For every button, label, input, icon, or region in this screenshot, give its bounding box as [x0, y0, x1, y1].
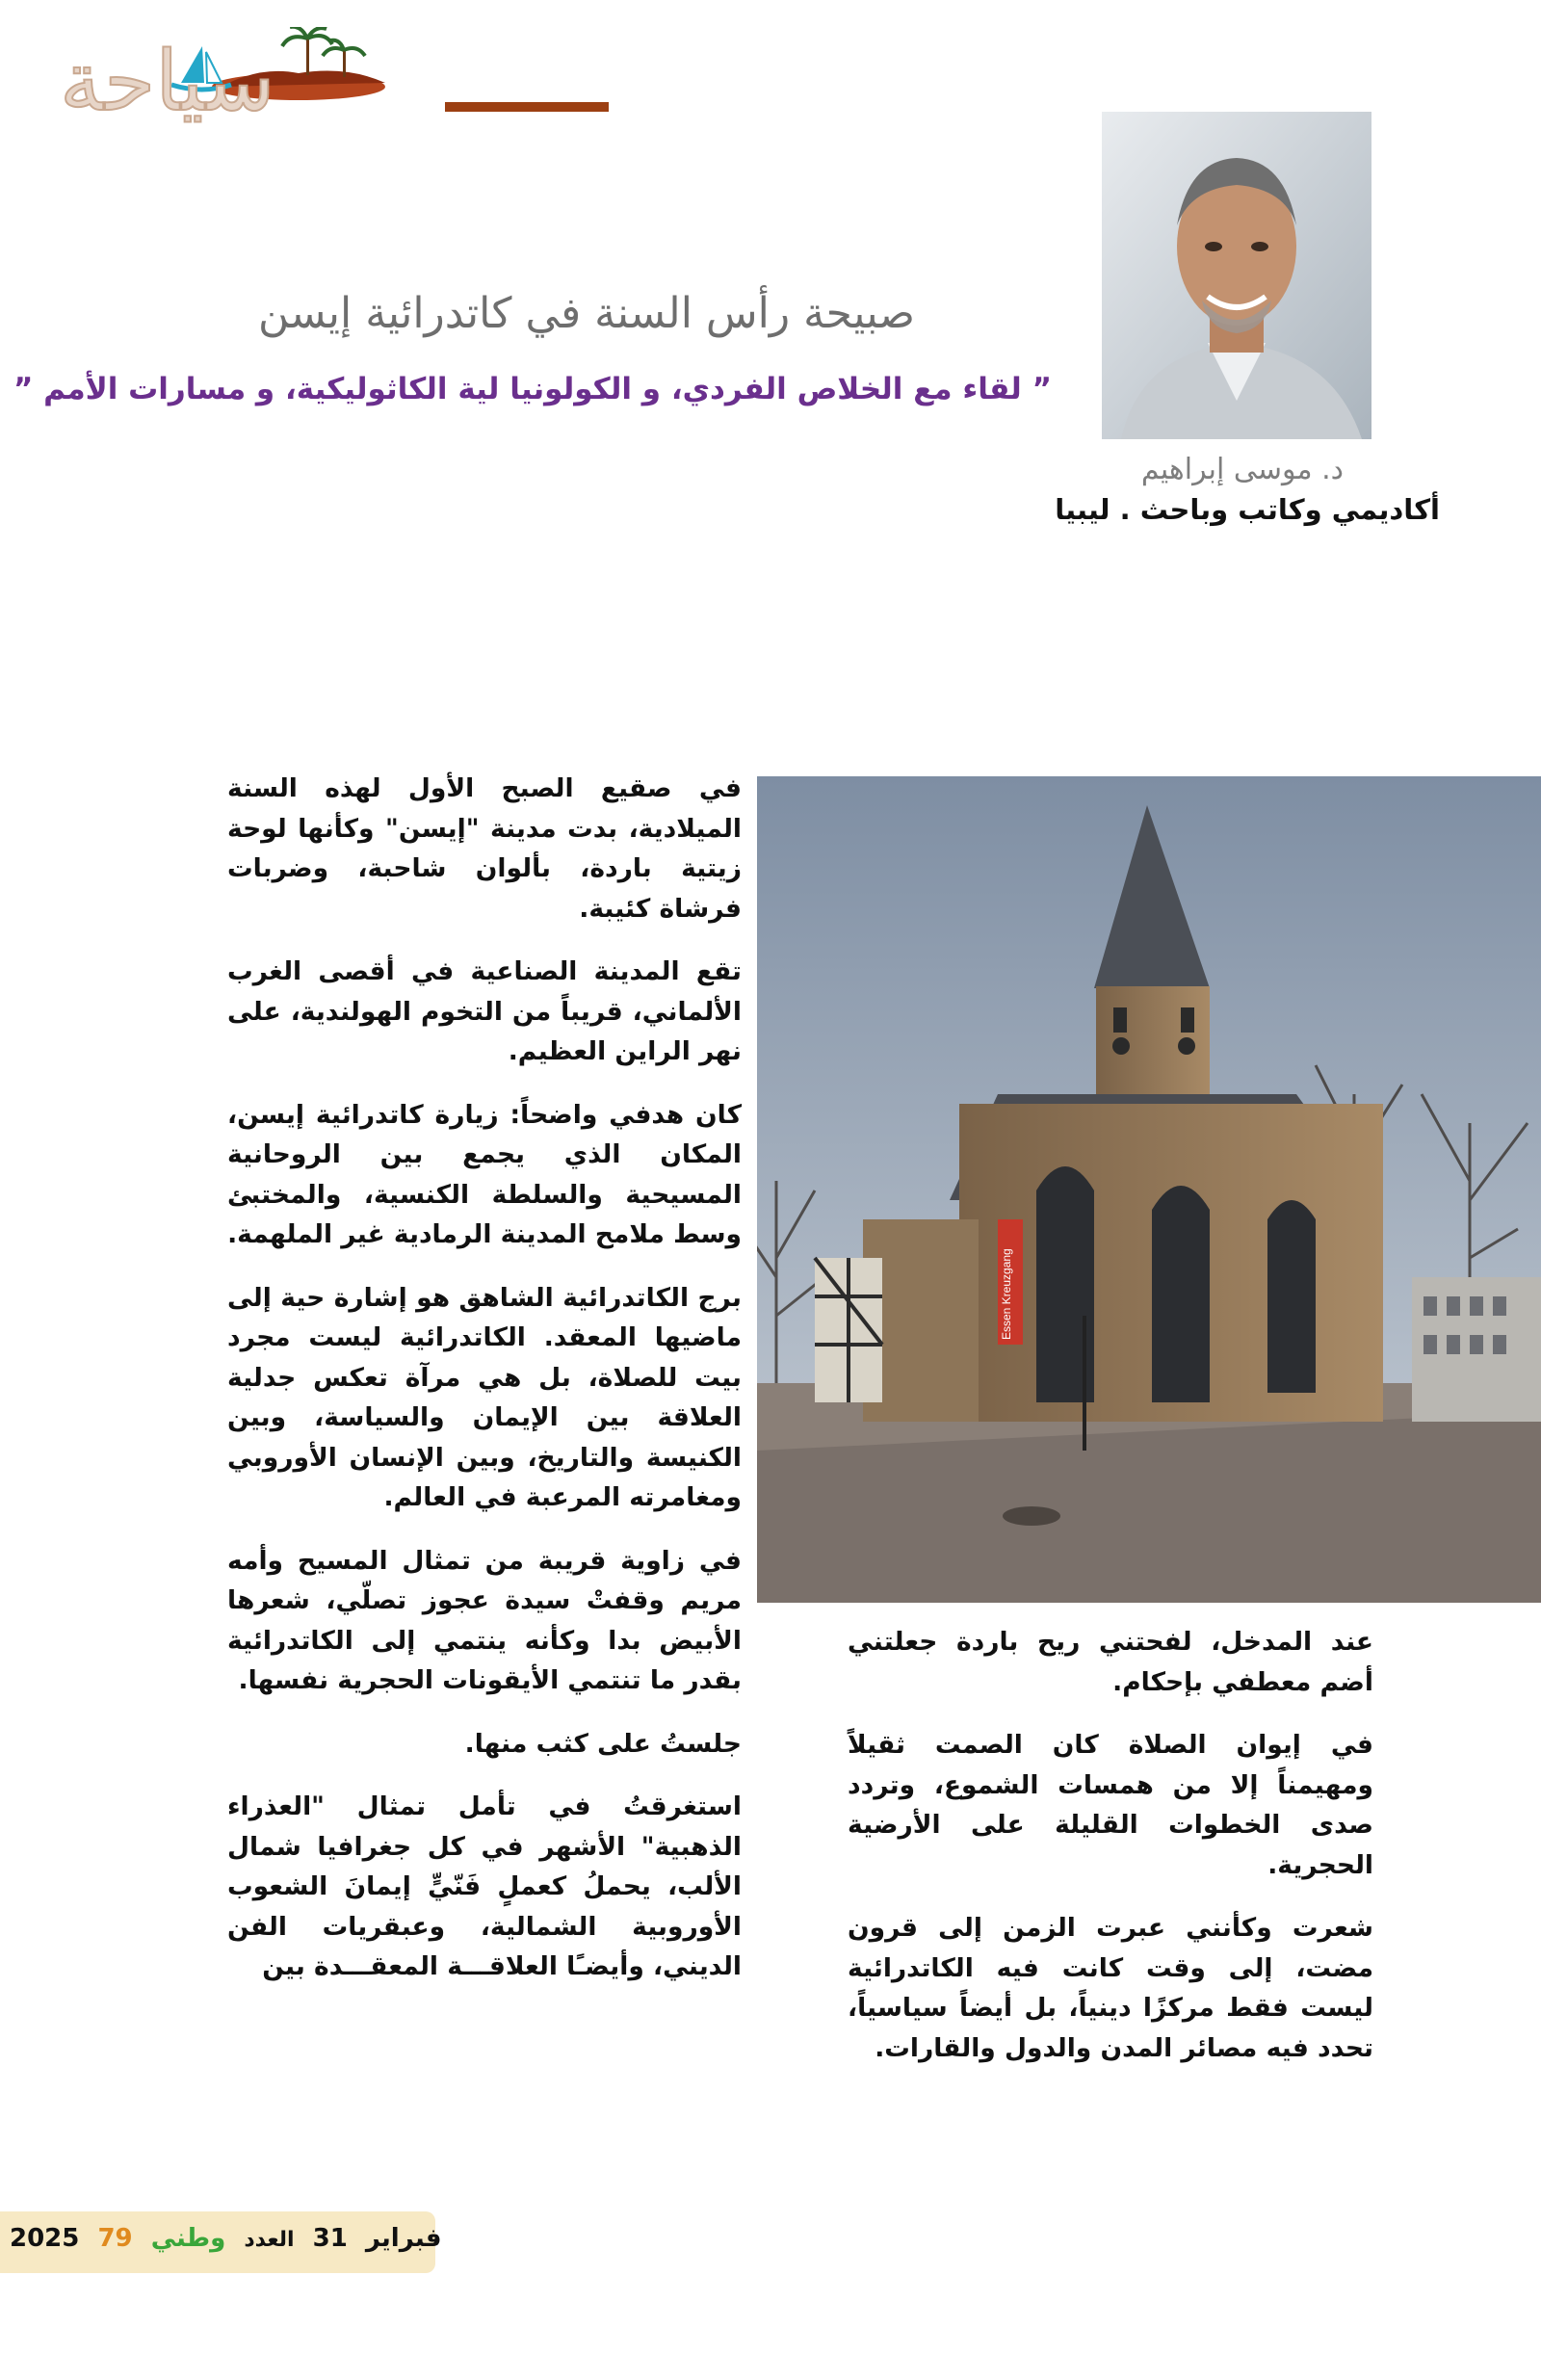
paragraph: في زاوية قريبة من تمثال المسيح وأمه مريم وقفتْ سيدة عجوز تصلّي، شعرها الأبيض بدا وكأنه ينتمي إلى الكاتدرائية بقدر ما تنتمي الأيقونات الحجرية نفسها. — [227, 1545, 742, 1695]
paragraph: استغرقتُ في تأمل تمثال "العذراء الذهبية" الأشهر في كل جغرافيا شمال الألب، يحملُ كعملٍ فَنّيٍّ إيمانَ الشعوب الأوروبية الشمالية، وعبقريات الفن الديني، وأيضـًا العلاقـــة المعقـــدة بين — [227, 1792, 742, 1981]
paragraph: كان هدفي واضحاً: زيارة كاتدرائية إيسن، المكان الذي يجمع بين الروحانية المسيحية والسلطة الكنسية، والمختبئ وسط ملامح المدينة الرمادية غير الملهمة. — [227, 1099, 742, 1249]
text-column-left — [848, 1622, 1373, 2091]
paragraph: تقع المدينة الصناعية في أقصى الغرب الألماني، قريباً من التخوم الهولندية، على نهر الراين العظيم. — [227, 956, 742, 1066]
author-photo — [1102, 112, 1371, 439]
footer-month: فبراير — [365, 2224, 442, 2253]
logo-wordmark: سياحة — [60, 34, 275, 130]
paragraph: عند المدخل، لفحتني ريح باردة جعلتني أضم معطفي بإحكام. — [848, 1627, 1373, 1697]
author-name: د. موسى إبراهيم — [1140, 453, 1344, 486]
paragraph: في إيوان الصلاة كان الصمت ثقيلاً ومهيمناً إلا من همسات الشموع، وتردد صدى الخطوات القليلة على الأرضية الحجرية. — [848, 1730, 1373, 1880]
paragraph: جلستُ على كثب منها. — [464, 1728, 742, 1759]
footer-magazine-name: وطني — [150, 2224, 226, 2253]
footer-issue-number: 31 — [312, 2224, 348, 2253]
article-title: صبيحة رأس السنة في كاتدرائية إيسن — [258, 289, 915, 338]
cathedral-photo — [757, 776, 1541, 1603]
paragraph: برج الكاتدرائية الشاهق هو إشارة حية إلى ماضيها المعقد. الكاتدرائية ليست مجرد بيت للصلاة، بل هي مرآة تعكس جدلية العلاقة بين الإيمان والسياسة، وبين الكنيسة والتاريخ، وبين الإنسان الأوروبي ومغامرته المرعبة في العالم. — [227, 1282, 742, 1512]
paragraph: شعرت وكأنني عبرت الزمن إلى قرون مضت، إلى وقت كانت فيه الكاتدرائية ليست فقط مركزًا دينياً، بل أيضاً سياسياً، تحدد فيه مصائر المدن والدول والقارات. — [848, 1913, 1373, 2063]
footer-info — [10, 2224, 452, 2253]
cathedral-banner-text: Essen Kreuzgang — [1000, 1248, 1013, 1340]
paragraph: في صقيع الصبح الأول لهذه السنة الميلادية، بدت مدينة "إيسن" وكأنها لوحة زيتية باردة، بألوان شاحبة، وضربات فرشاة كئيبة. — [227, 773, 742, 924]
author-role: أكاديمي وكاتب وباحث . ليبيا — [1055, 493, 1440, 526]
footer-issue-label: العدد — [244, 2228, 295, 2252]
header-rule — [445, 102, 609, 112]
article-subtitle: ” لقاء مع الخلاص الفردي، و الكولونيا لية الكاثوليكية، و مسارات الأمم ” — [13, 372, 1052, 406]
text-column-right — [227, 769, 742, 2010]
footer-page-number: 79 — [97, 2224, 133, 2253]
footer-year: 2025 — [10, 2224, 80, 2253]
